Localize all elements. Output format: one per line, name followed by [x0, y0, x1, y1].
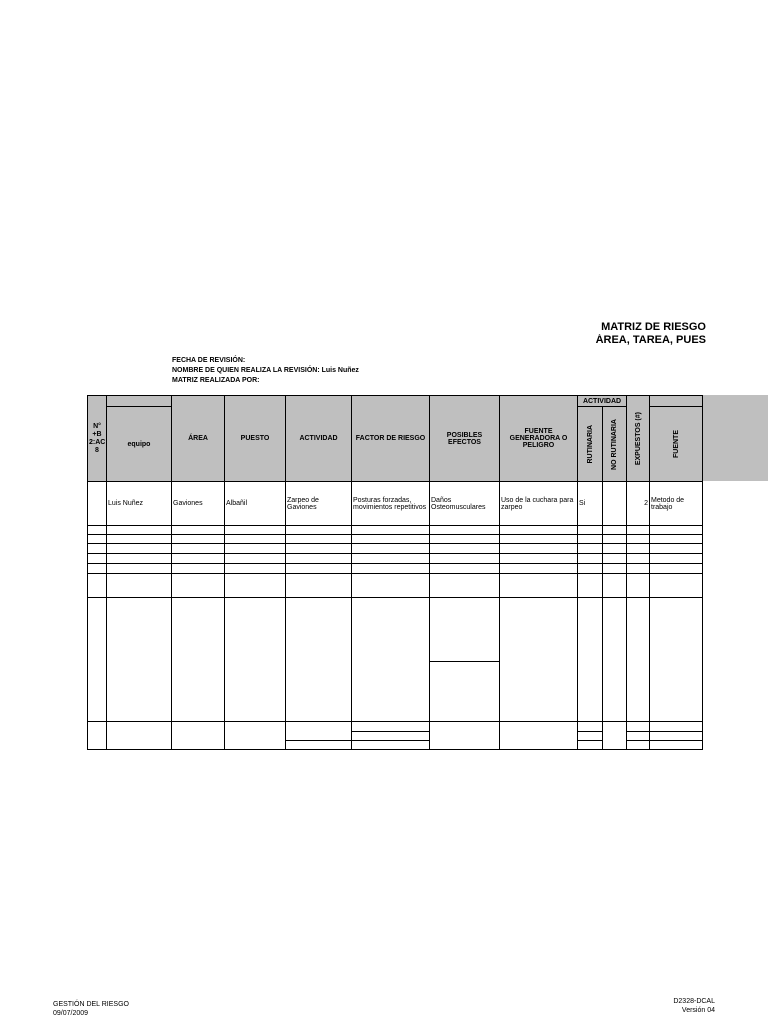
footer-section-name: GESTIÓN DEL RIESGO [53, 1001, 129, 1008]
fecha-revision-label: FECHA DE REVISIÓN: [172, 357, 246, 364]
footer-right [673, 997, 715, 1015]
table-row [88, 554, 703, 564]
header-no-rutinaria: NO RUTINARIA [611, 418, 618, 470]
header-group-actividad: ACTIVIDAD [578, 396, 627, 407]
cell-no-rutinaria [603, 482, 627, 526]
document-subtitle: ÁREA, TAREA, PUES [595, 334, 706, 346]
nombre-revision-label: NOMBRE DE QUIEN REALIZA LA REVISIÓN: Luis Nuñez [172, 367, 359, 374]
header-overflow-band [702, 395, 768, 481]
footer-left [53, 1000, 129, 1018]
cell-rutinaria: Si [578, 482, 603, 526]
table-row [88, 535, 703, 544]
header-equipo: equipo [107, 407, 172, 482]
header-factor-riesgo: FACTOR DE RIESGO [352, 396, 430, 482]
matriz-realizada-label: MATRIZ REALIZADA POR: [172, 377, 260, 384]
risk-matrix-table [87, 395, 703, 750]
group-header-row [88, 396, 703, 407]
table-row [88, 598, 703, 662]
table-row [88, 564, 703, 574]
footer-date: 09/07/2009 [53, 1010, 89, 1017]
cell-equipo: Luis Nuñez [107, 482, 172, 526]
cell-factor-riesgo: Posturas forzadas, movimientos repetitivos [352, 482, 430, 526]
footer-document-code: D2328-DCAL [673, 998, 715, 1005]
document-title: MATRIZ DE RIESGO [601, 321, 706, 333]
cell-fuente-generadora: Uso de la cuchara para zarpeo [500, 482, 578, 526]
table-row [88, 482, 703, 526]
header-puesto: PUESTO [225, 396, 286, 482]
cell-area: Gaviones [172, 482, 225, 526]
cell-posibles-efectos: Daños Osteomusculares [430, 482, 500, 526]
cell-num [88, 482, 107, 526]
cell-fuente: Metodo de trabajo [650, 482, 703, 526]
header-rutinaria: RUTINARIA [586, 424, 594, 464]
table-row [88, 722, 703, 732]
header-num: N°+B 2:AC 8 [88, 396, 107, 482]
table-row [88, 526, 703, 535]
header-actividad: ACTIVIDAD [286, 396, 352, 482]
header-area: ÁREA [172, 396, 225, 482]
footer-version: Versión 04 [681, 1007, 715, 1014]
header-posibles-efectos: POSIBLES EFECTOS [430, 396, 500, 482]
header-fuente: FUENTE [672, 430, 680, 458]
cell-actividad: Zarpeo de Gaviones [286, 482, 352, 526]
cell-expuestos: 2 [627, 482, 650, 526]
table-row [88, 574, 703, 598]
header-expuestos: EXPUESTOS (#) [634, 411, 642, 466]
cell-puesto: Albañil [225, 482, 286, 526]
header-fuente-generadora: FUENTE GENERADORA O PELIGRO [500, 396, 578, 482]
table-row [88, 544, 703, 554]
